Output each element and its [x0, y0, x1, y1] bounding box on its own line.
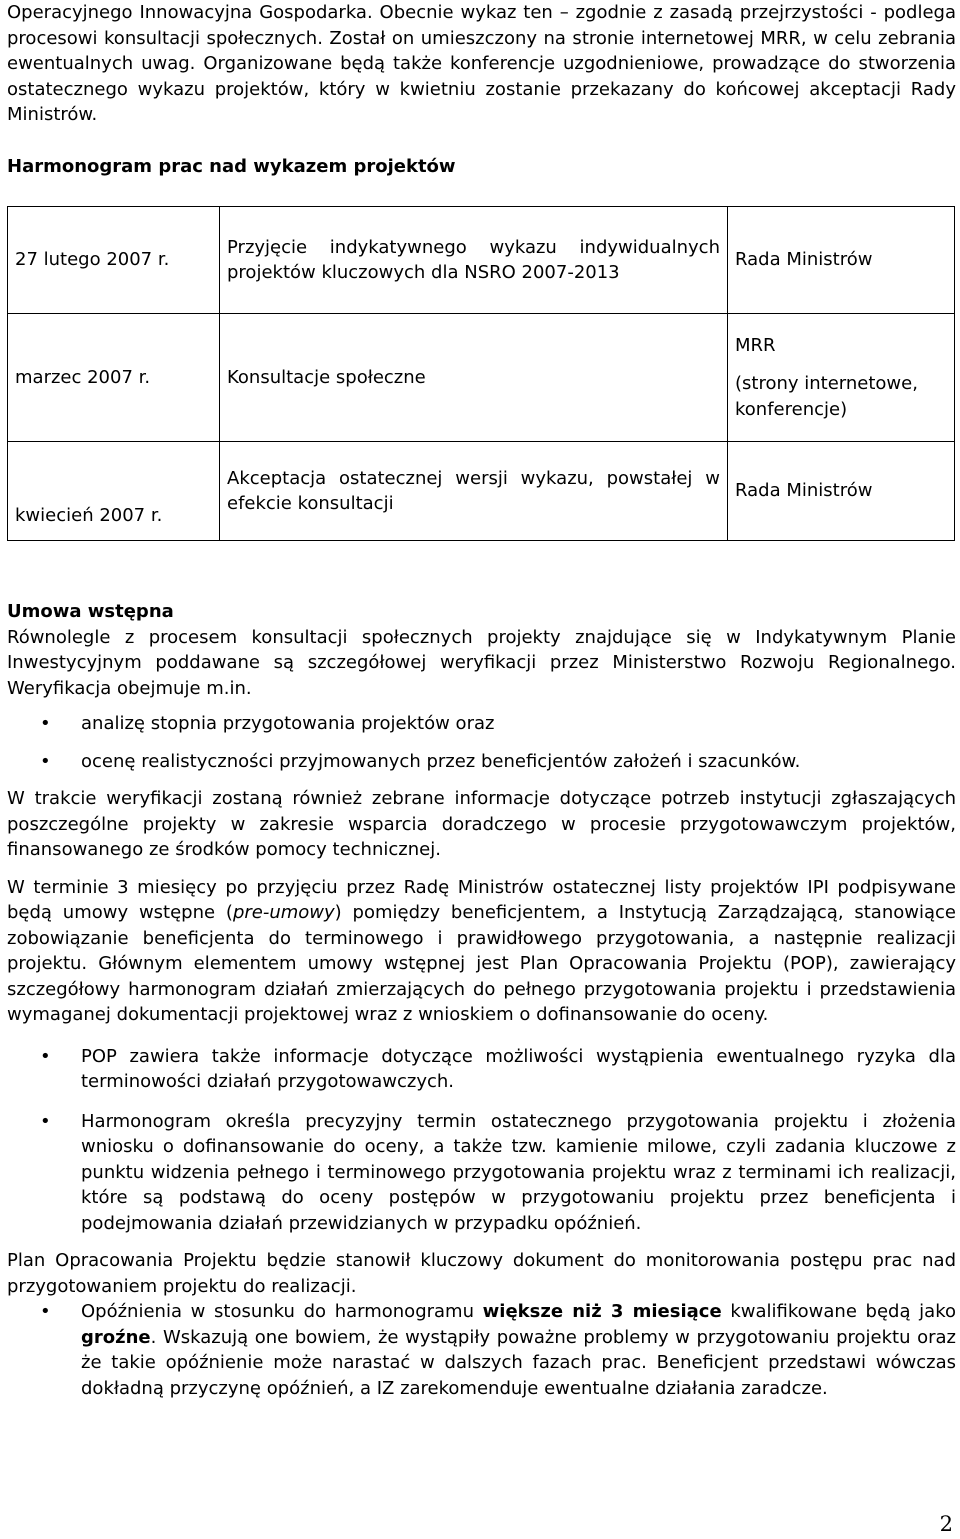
- paragraph-text: ) pomiędzy beneficjentem, a Instytucją Zarządzającą, stanowiące zobowiązanie beneficjenta do terminowego i prawidłowego przygotowania, a następnie realizacji projektu. Głównym elementem umowy wstępnej jest Plan Opracowania Projektu (POP), zawierający szczegółowy harmonogram działań zmierzających do pełnego przygotowania projektu i przedstawienia wymaganej dokumentacji projektowej wraz z wnioskiem o dofinansowanie do oceny.: [7, 902, 956, 1025]
- agreement-heading: Umowa wstępna: [7, 601, 174, 622]
- list-item: [7, 749, 956, 775]
- table-row: [8, 207, 955, 314]
- list-item-text: [81, 1301, 956, 1399]
- intro-paragraph: Operacyjnego Innowacyjna Gospodarka. Obecnie wykaz ten – zgodnie z zasadą przejrzystości - podlega procesowi konsultacji społecznych. Został on umieszczony na stronie internetowej MRR, w celu zebrania ewentualnych uwag. Organizowane będą także konferencje uzgodnieniowe, prowadzące do stworzenia ostatecznego wykazu projektów, który w kwietniu zostanie przekazany do końcowej akceptacji Rady Ministrów.: [7, 2, 956, 125]
- list-item-text: analizę stopnia przygotowania projektów oraz: [81, 713, 495, 734]
- list-item: [7, 1109, 956, 1237]
- schedule-action: Przyjęcie indykatywnego wykazu indywidualnych projektów kluczowych dla NSRO 2007-2013: [220, 207, 728, 314]
- table-row: [8, 442, 955, 541]
- agreement-paragraph-4: Plan Opracowania Projektu będzie stanowił kluczowy dokument do monitorowania postępu prac nad przygotowaniem projektu do realizacji.: [7, 1250, 956, 1297]
- schedule-action: Akceptacja ostatecznej wersji wykazu, powstałej w efekcie konsultacji: [220, 442, 728, 541]
- delay-list: [7, 1299, 956, 1401]
- agreement-paragraph-1: Równolegle z procesem konsultacji społecznych projekty znajdujące się w Indykatywnym Planie Inwestycyjnym poddawane są szczegółowej weryfikacji przez Ministerstwo Rozwoju Regionalnego. Weryfikacja obejmuje m.in.: [7, 626, 956, 699]
- bullet-icon: •: [40, 1301, 51, 1322]
- list-item-text: Harmonogram określa precyzyjny termin ostatecznego przygotowania projektu i złożenia wniosku o dofinansowanie do oceny, a także tzw. kamienie milowe, czyli zadania kluczowe z punktu widzenia pełnego i terminowego przygotowania projektu wraz z terminami ich realizacji, które są podstawą do oceny postępów w przygotowaniu projektu przez beneficjenta i podejmowania działań przewidzianych w przypadku opóźnień.: [81, 1110, 956, 1234]
- schedule-heading: Harmonogram prac nad wykazem projektów: [7, 155, 456, 177]
- list-item: [7, 1044, 956, 1095]
- schedule-date: kwiecień 2007 r.: [8, 442, 220, 541]
- text-segment: . Wskazują one bowiem, że wystąpiły poważne problemy w przygotowaniu projektu oraz że takie opóźnienie może narastać w dalszych fazach prac. Beneficjent przedstawi wówczas dokładną przyczynę opóźnień, a IZ zarekomenduje ewentualne działania zaradcze.: [81, 1326, 956, 1399]
- schedule-actor: Rada Ministrów: [728, 207, 955, 314]
- list-item: [7, 711, 956, 737]
- pop-list: [7, 1044, 956, 1237]
- list-item: [7, 1299, 956, 1401]
- list-item-text: POP zawiera także informacje dotyczące możliwości wystąpienia ewentualnego ryzyka dla terminowości działań przygotowawczych.: [81, 1045, 956, 1092]
- bullet-icon: •: [40, 750, 51, 772]
- emphasis-text: groźne: [81, 1326, 151, 1348]
- text-segment: kwalifikowane będą jako: [721, 1301, 956, 1322]
- bullet-icon: •: [40, 1110, 51, 1132]
- paragraph-text: W terminie 3 miesięcy po przyjęciu przez Radę Ministrów ostatecznej listy projektów IPI podpisywane będą umowy wstępne (: [7, 876, 956, 923]
- schedule-actor: MRR: [735, 334, 776, 356]
- table-row: [8, 314, 955, 442]
- page-number: 2: [939, 1511, 953, 1536]
- list-item-text: ocenę realistyczności przyjmowanych przez beneficjentów założeń i szacunków.: [81, 750, 801, 772]
- page-content: [7, 0, 956, 1401]
- schedule-actor-cell: [728, 314, 955, 442]
- schedule-actor: Rada Ministrów: [728, 442, 955, 541]
- spacer: [735, 358, 947, 371]
- schedule-date: 27 lutego 2007 r.: [8, 207, 220, 314]
- emphasis-text: pre-umowy: [232, 902, 335, 923]
- verification-list: [7, 711, 956, 774]
- text-segment: Opóźnienia w stosunku do harmonogramu: [81, 1301, 483, 1322]
- emphasis-text: większe niż 3 miesiące: [482, 1301, 722, 1322]
- schedule-actor-note: (strony internetowe, konferencje): [735, 373, 918, 420]
- schedule-table: [7, 206, 955, 541]
- bullet-icon: •: [40, 1045, 51, 1067]
- agreement-paragraph-3: [7, 875, 956, 1028]
- schedule-action: Konsultacje społeczne: [220, 314, 728, 442]
- bullet-icon: •: [40, 713, 51, 734]
- schedule-date: marzec 2007 r.: [8, 314, 220, 442]
- agreement-paragraph-2: W trakcie weryfikacji zostaną również zebrane informacje dotyczące potrzeb instytucji zgłaszających poszczególne projekty w zakresie wsparcia doradczego w procesie przygotowawczym projektów, finansowanego ze środków pomocy technicznej.: [7, 788, 956, 860]
